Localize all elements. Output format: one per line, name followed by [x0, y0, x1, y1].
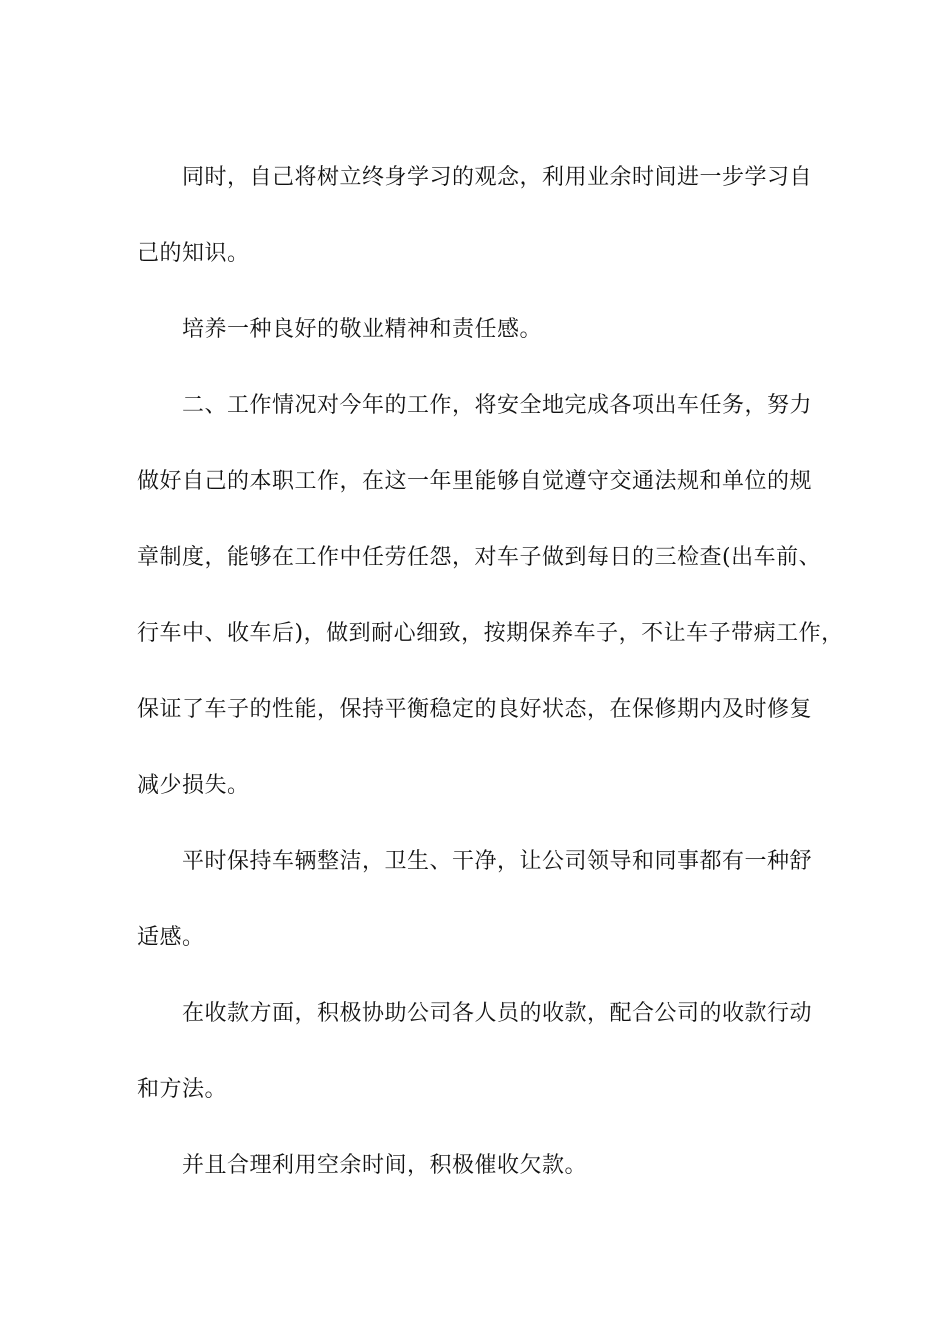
text-line: 平时保持车辆整洁，卫生、干净，让公司领导和同事都有一种舒 [182, 849, 813, 874]
paragraph-3 [137, 368, 844, 824]
text-line: 和方法。 [137, 1077, 228, 1102]
paragraph-4 [137, 824, 827, 976]
paragraph-6 [137, 1128, 827, 1204]
text-line: 适感。 [137, 925, 205, 950]
text-line: 并且合理利用空余时间，积极催收欠款。 [182, 1153, 588, 1178]
text-line: 培养一种良好的敬业精神和责任感。 [182, 317, 543, 342]
text-line: 在收款方面，积极协助公司各人员的收款，配合公司的收款行动 [182, 1001, 813, 1026]
text-line: 减少损失。 [137, 773, 250, 798]
text-line: 保证了车子的性能，保持平衡稳定的良好状态，在保修期内及时修复 [137, 697, 813, 722]
paragraph-5 [137, 976, 827, 1128]
text-line: 己的知识。 [137, 241, 250, 266]
text-line: 章制度，能够在工作中任劳任怨，对车子做到每日的三检查(出车前、 [137, 545, 822, 570]
text-line: 做好自己的本职工作，在这一年里能够自觉遵守交通法规和单位的规 [137, 469, 813, 494]
paragraph-1 [137, 140, 827, 292]
text-line: 行车中、收车后)，做到耐心细致，按期保养车子，不让车子带病工作， [137, 621, 844, 646]
text-line: 同时，自己将树立终身学习的观念，利用业余时间进一步学习自 [182, 165, 813, 190]
paragraph-2 [137, 292, 827, 368]
text-line: 二、工作情况对今年的工作，将安全地完成各项出车任务，努力 [182, 393, 813, 418]
document-body [137, 140, 844, 1204]
